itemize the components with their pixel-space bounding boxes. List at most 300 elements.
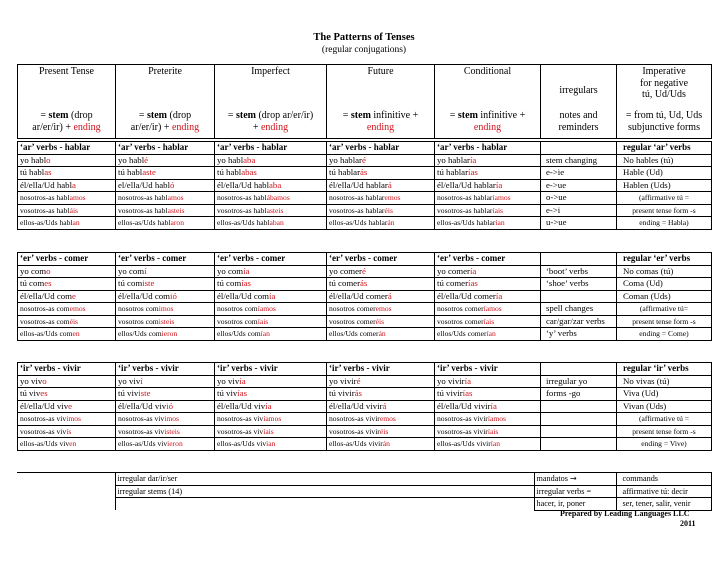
conjugation-cell — [435, 303, 541, 316]
note-cell: e->i — [541, 204, 617, 217]
conjugation-cell — [435, 315, 541, 328]
note-cell: ‘shoe’ verbs — [541, 278, 617, 291]
conjugation-ending: éis — [384, 205, 393, 215]
conjugation-ending: ías — [468, 278, 478, 289]
conjugation-ending: ía — [464, 375, 471, 386]
conjugation-ending: íais — [492, 205, 504, 215]
conjugation-cell — [215, 315, 327, 328]
conjugation-ending: ía — [469, 154, 477, 165]
formula-irregulars: notes and reminders — [541, 109, 617, 139]
conjugation-ending: ían — [266, 439, 276, 449]
irregular-note: hacer, ir, poner — [534, 498, 616, 511]
conjugation-ending: iste — [138, 388, 151, 399]
conjugation-cell — [116, 425, 215, 438]
conjugation-ending: e — [68, 400, 73, 411]
irregular-row: irregular stems (14) — [115, 485, 534, 498]
ir-verbs-table — [17, 362, 712, 451]
conjugation-stem: nosotros-as viv — [118, 414, 165, 424]
conjugation-row — [18, 217, 712, 230]
conjugation-ending: ió — [166, 400, 173, 411]
conjugation-ending: ás — [360, 167, 368, 178]
conjugation-ending: íamos — [492, 193, 511, 203]
conjugation-cell — [215, 438, 327, 451]
note-cell — [541, 400, 617, 413]
conjugation-ending: amos — [167, 193, 184, 203]
formula-imperfect: = stem (drop ar/er/ir) + ending — [215, 109, 327, 139]
conjugation-stem: él/ella/Ud comer — [329, 290, 388, 301]
conjugation-ending: éis — [69, 316, 79, 326]
imperfect-heading: ‘ir’ verbs - vivir — [215, 363, 327, 376]
conjugation-stem: él/ella/Ud com — [217, 290, 270, 301]
conjugation-stem: tú hablar — [329, 167, 361, 178]
conjugation-ending: éis — [379, 426, 389, 436]
future-heading: ‘ar’ verbs - hablar — [327, 142, 435, 155]
conjugation-stem: él/ella/Ud vivir — [329, 400, 383, 411]
conjugation-ending: í — [144, 265, 147, 276]
imperative-heading: regular ‘ir’ verbs — [617, 363, 712, 376]
conjugation-stem: él/ella/Ud com — [118, 290, 171, 301]
conjugation-stem: yo habl — [118, 154, 145, 165]
conjugation-cell — [327, 375, 435, 388]
conjugation-stem: ellos-as/Uds habl — [20, 218, 73, 228]
conjugation-cell — [435, 328, 541, 341]
conjugation-ending: ieron — [167, 439, 183, 449]
conjugation-cell — [116, 179, 215, 192]
imperative-cell: ending = Habla) — [617, 217, 712, 230]
conjugation-ending: emos — [375, 304, 392, 314]
conjugation-ending: imos — [164, 414, 179, 424]
imperative-cell: Hable (Ud) — [617, 167, 712, 180]
conjugation-ending: ía — [269, 290, 276, 301]
conjugation-cell — [18, 154, 116, 167]
conjugation-row — [18, 388, 712, 401]
formula-imperative: = from tú, Ud, Uds subjunctive forms — [617, 109, 712, 139]
conjugation-cell — [18, 192, 116, 205]
imperative-cell: Hablen (Uds) — [617, 179, 712, 192]
conjugation-stem: vosotros-as viv — [118, 426, 165, 436]
conjugation-cell — [18, 217, 116, 230]
conjugation-ending: ís — [66, 426, 72, 436]
conjugation-cell — [215, 303, 327, 316]
conjugation-cell — [327, 154, 435, 167]
conjugation-cell — [116, 413, 215, 426]
imperative-cell: present tense form -s — [617, 425, 712, 438]
conjugation-stem: yo viv — [217, 375, 240, 386]
conjugation-ending: íamos — [483, 304, 502, 314]
conjugation-cell — [116, 154, 215, 167]
conjugation-stem: vosotros-as habl — [20, 205, 70, 215]
conjugation-ending: emos — [379, 414, 396, 424]
conjugation-stem: yo vivir — [437, 375, 465, 386]
note-cell: car/gar/zar verbs — [541, 315, 617, 328]
note-cell: irregular yo — [541, 375, 617, 388]
conjugation-stem: tú habl — [217, 167, 242, 178]
conjugation-stem: vosotros-as habl — [118, 205, 168, 215]
note-cell: ‘y’ verbs — [541, 328, 617, 341]
conjugation-cell — [116, 192, 215, 205]
conjugation-ending: a — [72, 179, 76, 190]
conjugation-ending: aba — [269, 179, 282, 190]
conjugation-cell — [435, 179, 541, 192]
conjugation-stem: nosotros-as vivir — [437, 414, 488, 424]
imperative-cell: Coman (Uds) — [617, 290, 712, 303]
header-irregulars: irregulars — [541, 65, 617, 110]
irregular-imperative: commands — [616, 473, 711, 486]
header-conditional: Conditional — [435, 65, 541, 110]
conjugation-row — [18, 265, 712, 278]
note-cell: o->ue — [541, 192, 617, 205]
conjugation-stem: ellos/Uds com — [217, 329, 261, 339]
conjugation-stem: nosotros-as habl — [118, 193, 168, 203]
conjugation-cell — [215, 425, 327, 438]
conjugation-stem: vosotros comer — [437, 316, 484, 326]
conjugation-cell — [116, 290, 215, 303]
conjugation-ending: é — [361, 154, 366, 165]
footer-year: 2011 — [680, 519, 696, 528]
conjugation-stem: ellos/Uds com — [118, 329, 162, 339]
conjugation-ending: án — [387, 218, 395, 228]
conjugation-stem: tú com — [217, 278, 242, 289]
preterite-heading: ‘ar’ verbs - hablar — [116, 142, 215, 155]
imperative-cell: present tense form -s — [617, 204, 712, 217]
conjugation-stem: nosotros-as vivir — [329, 414, 380, 424]
imperative-cell: (affirmative tú = — [617, 192, 712, 205]
conjugation-cell — [215, 179, 327, 192]
conjugation-row — [18, 278, 712, 291]
conjugation-cell — [18, 400, 116, 413]
conjugation-ending: íais — [257, 316, 269, 326]
conjugation-ending: isteis — [158, 316, 175, 326]
formula-preterite: = stem (drop ar/er/ir) + ending — [116, 109, 215, 139]
conjugation-ending: aron — [170, 218, 185, 228]
irregular-blank — [17, 473, 115, 511]
conjugation-ending: asteis — [167, 205, 185, 215]
conjugation-stem: yo habl — [217, 154, 244, 165]
conjugation-stem: vosotros-as vivir — [437, 426, 488, 436]
note-cell: spell changes — [541, 303, 617, 316]
future-heading: ‘ir’ verbs - vivir — [327, 363, 435, 376]
conjugation-row — [18, 303, 712, 316]
conjugation-cell — [327, 265, 435, 278]
conjugation-cell — [327, 388, 435, 401]
conjugation-ending: as — [44, 167, 52, 178]
conditional-heading: ‘ir’ verbs - vivir — [435, 363, 541, 376]
conjugation-ending: ás — [360, 278, 368, 289]
conjugation-stem: él/ella/Ud hablar — [329, 179, 388, 190]
conjugation-ending: á — [387, 290, 392, 301]
irregular-imperative: affirmative tú: decir — [616, 485, 711, 498]
conjugation-cell — [116, 265, 215, 278]
conjugation-stem: tú viv — [118, 388, 139, 399]
conjugation-ending: ían — [260, 329, 270, 339]
conjugation-stem: él/ella/Ud habl — [20, 179, 73, 190]
conjugation-ending: ías — [241, 278, 251, 289]
document-subtitle: (regular conjugations) — [321, 45, 407, 55]
note-cell: u->ue — [541, 217, 617, 230]
conjugation-ending: imos — [66, 414, 81, 424]
conjugation-stem: yo habl — [20, 154, 47, 165]
conjugation-cell — [116, 400, 215, 413]
imperative-cell: Coma (Ud) — [617, 278, 712, 291]
header-imperative: Imperative for negative tú, Ud/Uds — [617, 65, 712, 110]
conjugation-stem: él/ella/Ud hablar — [437, 179, 496, 190]
conjugation-stem: vosotros-as vivir — [329, 426, 380, 436]
conjugation-stem: vosotros com — [217, 316, 258, 326]
conjugation-ending: ía — [490, 400, 497, 411]
conjugation-stem: él/ella/Ud vivir — [437, 400, 491, 411]
conjugation-stem: ellos-as/Uds habl — [217, 218, 270, 228]
conjugation-stem: nosotros comer — [437, 304, 484, 314]
conjugation-ending: amos — [69, 193, 86, 203]
imperative-cell: No hables (tú) — [617, 154, 712, 167]
conjugation-stem: tú com — [118, 278, 143, 289]
conjugation-stem: él/ella/Ud viv — [217, 400, 266, 411]
conjugation-cell — [327, 400, 435, 413]
conjugation-row — [18, 438, 712, 451]
conjugation-ending: ía — [495, 290, 503, 301]
conjugation-ending: íais — [483, 316, 495, 326]
conjugation-ending: ábamos — [266, 193, 290, 203]
present-heading: ‘er’ verbs - comer — [18, 253, 116, 266]
conjugation-ending: aba — [243, 154, 256, 165]
conjugation-row — [18, 179, 712, 192]
conjugation-row — [18, 290, 712, 303]
conjugation-ending: é — [144, 154, 149, 165]
conjugation-cell — [18, 328, 116, 341]
conjugation-cell — [327, 425, 435, 438]
conjugation-cell — [327, 315, 435, 328]
conjugation-cell — [435, 400, 541, 413]
conjugation-cell — [435, 154, 541, 167]
conjugation-cell — [327, 204, 435, 217]
conjugation-cell — [327, 438, 435, 451]
conjugation-ending: íais — [263, 426, 274, 436]
conjugation-stem: ellos-as/Uds com — [20, 329, 73, 339]
imperative-cell: (affirmative tú= — [617, 303, 712, 316]
conjugation-stem: tú vivir — [329, 388, 355, 399]
conjugation-ending: ió — [170, 290, 177, 301]
conjugation-ending: es — [40, 388, 48, 399]
conjugation-ending: ía — [243, 265, 250, 276]
conjugation-stem: ellos-as/Uds viv — [217, 439, 267, 449]
preterite-heading: ‘ir’ verbs - vivir — [116, 363, 215, 376]
conjugation-ending: an — [72, 218, 80, 228]
conjugation-stem: él/ella/Ud comer — [437, 290, 496, 301]
imperative-heading: regular ‘ar’ verbs — [617, 142, 712, 155]
conjugation-stem: vosotros-as viv — [217, 426, 264, 436]
conjugation-row — [18, 400, 712, 413]
conjugation-cell — [116, 278, 215, 291]
conjugation-stem: yo hablar — [437, 154, 470, 165]
conjugation-stem: él/ella/Ud habl — [217, 179, 270, 190]
conjugation-ending: án — [382, 439, 390, 449]
note-cell: forms -go — [541, 388, 617, 401]
conjugation-cell — [435, 375, 541, 388]
conjugation-cell — [215, 192, 327, 205]
header-imperfect: Imperfect — [215, 65, 327, 110]
conjugation-stem: tú viv — [20, 388, 41, 399]
conjugation-ending: en — [69, 439, 77, 449]
conjugation-stem: tú viv — [217, 388, 238, 399]
conjugation-cell — [18, 179, 116, 192]
conjugation-stem: él/ella/Ud com — [20, 290, 73, 301]
imperative-cell: ending = Come) — [617, 328, 712, 341]
conjugation-cell — [327, 167, 435, 180]
irregular-note: mandatos → — [534, 473, 616, 486]
imperative-cell: No comas (tú) — [617, 265, 712, 278]
conjugation-row — [18, 328, 712, 341]
conjugation-cell — [327, 278, 435, 291]
conjugation-stem: el/ella/Ud habl — [118, 179, 171, 190]
conjugation-stem: vosotros-as viv — [20, 426, 67, 436]
conjugation-cell — [215, 167, 327, 180]
conjugation-ending: án — [378, 329, 386, 339]
irregular-row — [115, 498, 534, 511]
conjugation-row — [18, 192, 712, 205]
conjugation-stem: vosotros com — [118, 316, 159, 326]
conjugation-cell — [435, 438, 541, 451]
note-cell: ‘boot’ verbs — [541, 265, 617, 278]
conjugation-stem: nosotros-as viv — [217, 414, 264, 424]
formula-future: = stem infinitive + ending — [327, 109, 435, 139]
header-present: Present Tense — [18, 65, 116, 110]
conjugation-stem: tú habl — [118, 167, 143, 178]
conjugation-cell — [435, 413, 541, 426]
formula-conditional: = stem infinitive + ending — [435, 109, 541, 139]
conjugation-cell — [215, 328, 327, 341]
conjugation-stem: vosotros-as hablar — [437, 205, 493, 215]
conjugation-ending: asteis — [266, 205, 284, 215]
conditional-heading: ‘er’ verbs - comer — [435, 253, 541, 266]
er-verbs-table — [17, 252, 712, 341]
conjugation-ending: íamos — [487, 414, 506, 424]
conjugation-stem: nosotros-as com — [20, 304, 70, 314]
conjugation-cell — [327, 290, 435, 303]
conjugation-ending: es — [44, 278, 52, 289]
conjugation-ending: á — [382, 400, 387, 411]
conjugation-cell — [215, 400, 327, 413]
conjugation-ending: ía — [239, 375, 246, 386]
notes-heading — [541, 363, 617, 376]
conjugation-ending: ía — [265, 400, 272, 411]
imperfect-heading: ‘er’ verbs - comer — [215, 253, 327, 266]
conjugation-cell — [327, 328, 435, 341]
conjugation-stem: ellos/Uds comer — [329, 329, 379, 339]
conjugation-ending: ás — [354, 388, 362, 399]
conjugation-ending: ías — [237, 388, 248, 399]
conjugation-stem: nosotros-as habl — [20, 193, 70, 203]
conditional-heading: ‘ar’ verbs - hablar — [435, 142, 541, 155]
note-cell: e->ue — [541, 179, 617, 192]
conjugation-cell — [18, 167, 116, 180]
conjugation-stem: ellos-as/Uds habl — [118, 218, 171, 228]
note-cell — [541, 438, 617, 451]
conjugation-stem: ellos-as/Uds hablar — [329, 218, 388, 228]
note-cell — [541, 290, 617, 303]
conjugation-stem: tú comer — [329, 278, 361, 289]
conjugation-ending: ía — [495, 179, 503, 190]
conjugation-stem: yo comer — [329, 265, 362, 276]
conjugation-cell — [116, 167, 215, 180]
conjugation-stem: yo viv — [20, 375, 43, 386]
irregular-table — [17, 472, 712, 511]
irregular-imperative: ser, tener, salir, venir — [616, 498, 711, 511]
conjugation-ending: emos — [69, 304, 86, 314]
imperative-cell: Viva (Ud) — [617, 388, 712, 401]
conjugation-cell — [116, 217, 215, 230]
imperative-cell: present tense form -s — [617, 315, 712, 328]
conjugation-row — [18, 425, 712, 438]
conjugation-ending: ían — [490, 439, 501, 449]
conjugation-ending: iste — [142, 278, 155, 289]
notes-heading — [541, 142, 617, 155]
conjugation-stem: yo comer — [437, 265, 470, 276]
conjugation-ending: ías — [462, 388, 473, 399]
conjugation-cell — [18, 204, 116, 217]
conjugation-ending: ías — [468, 167, 478, 178]
conjugation-cell — [435, 425, 541, 438]
imperfect-heading: ‘ar’ verbs - hablar — [215, 142, 327, 155]
conjugation-ending: emos — [384, 193, 401, 203]
conjugation-stem: nosotros com — [118, 304, 159, 314]
conjugation-row — [18, 375, 712, 388]
conjugation-cell — [215, 154, 327, 167]
conjugation-ending: o — [46, 265, 51, 276]
conjugation-stem: yo com — [217, 265, 244, 276]
header-future: Future — [327, 65, 435, 110]
conjugation-ending: íamos — [257, 304, 276, 314]
conjugation-cell — [435, 388, 541, 401]
conjugation-stem: yo vivir — [329, 375, 357, 386]
conjugation-stem: nosotros-as hablar — [437, 193, 493, 203]
conjugation-ending: ía — [469, 265, 477, 276]
footer-credit: Prepared by Leading Languages LLC — [560, 509, 690, 518]
conjugation-stem: él/ella/Ud viv — [118, 400, 167, 411]
conjugation-cell — [327, 413, 435, 426]
conjugation-cell — [116, 388, 215, 401]
conjugation-ending: o — [42, 375, 47, 386]
ar-verbs-table — [17, 141, 712, 230]
conjugation-cell — [215, 217, 327, 230]
conjugation-stem: yo com — [118, 265, 145, 276]
conjugation-ending: é — [361, 265, 366, 276]
conjugation-row — [18, 315, 712, 328]
conjugation-cell — [215, 204, 327, 217]
conjugation-cell — [215, 265, 327, 278]
conjugation-stem: vosotros-as habl — [217, 205, 267, 215]
conjugation-ending: abas — [241, 167, 257, 178]
conjugation-cell — [18, 438, 116, 451]
conjugation-ending: ó — [170, 179, 175, 190]
conjugation-stem: ellos-as/Uds vivir — [329, 439, 383, 449]
preterite-heading: ‘er’ verbs - comer — [116, 253, 215, 266]
notes-heading — [541, 253, 617, 266]
conjugation-cell — [18, 265, 116, 278]
conjugation-cell — [18, 375, 116, 388]
conjugation-cell — [18, 290, 116, 303]
conjugation-stem: nosotros-as habl — [217, 193, 267, 203]
conjugation-stem: tú vivir — [437, 388, 463, 399]
conjugation-cell — [215, 388, 327, 401]
conjugation-ending: ieron — [161, 329, 178, 339]
conjugation-cell — [435, 290, 541, 303]
conjugation-ending: aste — [142, 167, 156, 178]
imperative-cell: No vivas (tú) — [617, 375, 712, 388]
conjugation-stem: ellos-as/Uds viv — [118, 439, 168, 449]
conjugation-cell — [435, 278, 541, 291]
conjugation-cell — [215, 413, 327, 426]
conjugation-cell — [116, 328, 215, 341]
